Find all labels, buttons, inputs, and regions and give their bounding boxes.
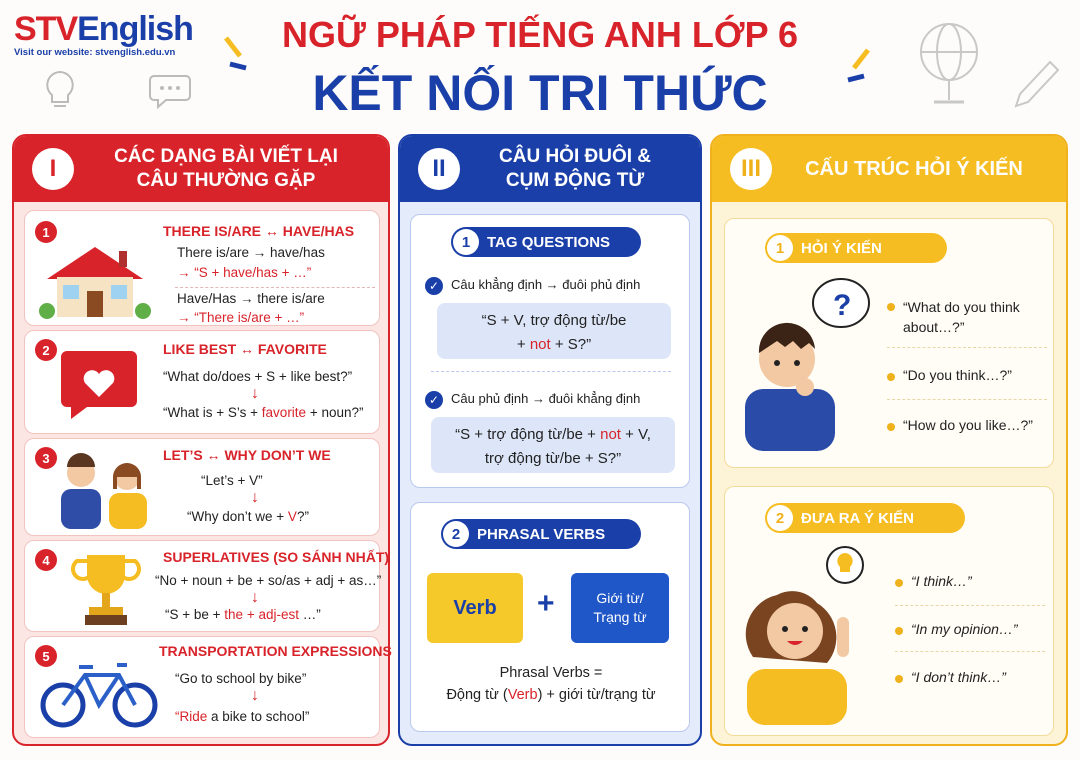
section-label: PHRASAL VERBS [477,525,606,543]
rule-text: There is/are → have/has [177,245,325,260]
formula-line: trợ động từ/be + S?” [484,450,622,467]
check-icon: ✓ [425,391,443,409]
divider [887,399,1047,400]
ask-opinion-pill [765,233,947,263]
rule-formula: → “There is/are + …” [177,310,305,325]
give-opinion-pill [765,503,965,533]
yellow-accent-icon [222,34,252,74]
bullet [887,303,895,311]
section-number: 1 [453,229,479,255]
rewrite-card-2 [24,330,380,434]
rule-formula: “Ride a bike to school” [175,709,310,724]
down-arrow-icon: ↓ [251,687,259,704]
lightbulb-icon [40,68,80,112]
roman-numeral-badge: I [32,148,74,190]
section-label: ĐƯA RA Ý KIẾN [801,509,915,527]
formula-box [437,303,671,359]
section-label: HỎI Ý KIẾN [801,239,882,257]
section-number: 2 [767,505,793,531]
rule-text: “Let’s + V” [201,473,263,488]
house-icon [39,241,151,321]
opinion-phrase: “I think…” [911,573,972,589]
column-tag-questions-phrasal-verbs [398,134,702,746]
give-opinion-card [724,486,1054,736]
column-header [14,136,388,202]
column-rewrite-sentences [12,134,390,746]
ask-opinion-card [724,218,1054,468]
column-title-line2: CÂU THƯỜNG GẶP [136,170,316,191]
bullet [895,627,903,635]
bullet [887,373,895,381]
opinion-question: “Do you think…?” [903,367,1012,383]
formula-line: “S + trợ động từ/be + not + V, [455,426,651,443]
divider [895,605,1045,606]
rule-formula: “What is + S’s + favorite + noun?” [163,405,364,420]
tag-questions-pill [451,227,641,257]
formula-box [431,417,675,473]
card-number: 4 [35,549,57,571]
page-title-line2: KẾT NỐI TRI THỨC [312,65,768,121]
rewrite-card-3 [24,438,380,536]
bullet [887,423,895,431]
friends-talking-icon [47,449,159,533]
question-mark: ? [833,289,852,322]
divider [431,371,671,372]
pencil-icon [1010,56,1062,116]
thinking-boy-icon [733,275,883,455]
column-title: CẤU TRÚC HỎI Ý KIẾN [805,158,1023,180]
blue-accent-icon [842,46,872,86]
formula-line: + not + S?” [516,336,592,353]
down-arrow-icon: ↓ [251,589,259,606]
divider [175,287,375,288]
rule-text: “What do/does + S + like best?” [163,369,353,384]
section-label: TAG QUESTIONS [487,233,611,251]
rule-text: Câu phủ định → đuôi khẳng định [451,391,641,406]
rule-formula: “Why don’t we + V?” [187,509,309,524]
card-title: LIKE BEST ↔ FAVORITE [163,341,327,357]
logo-brand-english: English [77,10,193,48]
logo-brand-stv: STV [14,10,78,48]
opinion-question: “What do you think about…?” [903,299,1020,335]
card-title: SUPERLATIVES (SO SÁNH NHẤT) [163,549,390,565]
down-arrow-icon: ↓ [251,489,259,506]
card-number: 5 [35,645,57,667]
roman-numeral-badge: II [418,148,460,190]
column-title-line1: CÂU HỎI ĐUÔI & [499,146,651,167]
girl-with-idea-icon [733,545,889,731]
check-icon: ✓ [425,277,443,295]
trophy-icon [71,549,141,627]
rewrite-card-1 [24,210,380,326]
divider [887,347,1047,348]
speech-bubble-icon [148,72,192,110]
column-header [712,136,1066,202]
phrasal-verbs-pill [441,519,641,549]
rule-text: “No + noun + be + so/as + adj + as…” [155,573,382,588]
bicycle-icon [39,651,159,731]
card-title: TRANSPORTATION EXPRESSIONS [159,643,392,659]
down-arrow-icon: ↓ [251,385,259,402]
rule-text: Have/Has → there is/are [177,291,325,306]
bullet [895,579,903,587]
rule-text: Câu khẳng định → đuôi phủ định [451,277,641,292]
phrasal-definition-line1: Phrasal Verbs = [499,665,603,681]
section-number: 2 [443,521,469,547]
card-number: 3 [35,447,57,469]
opinion-phrase: “In my opinion…” [911,621,1018,637]
phrasal-definition-line2: Động từ (Verb) + giới từ/trạng từ [446,687,656,703]
column-title-line2: CỤM ĐỘNG TỪ [505,170,645,191]
phrasal-verbs-card [410,502,690,732]
preposition-puzzle-piece: Giới từ/ Trạng từ [571,573,669,643]
plus-sign: + [537,587,555,620]
verb-puzzle-piece: Verb [427,573,523,643]
column-opinion-structures [710,134,1068,746]
divider [895,651,1045,652]
column-header [400,136,700,202]
roman-numeral-badge: III [730,148,772,190]
opinion-phrase: “I don’t think…” [911,669,1006,685]
globe-icon [916,16,982,112]
heart-bubble-icon [57,343,141,423]
bullet [895,675,903,683]
rule-text: “Go to school by bike” [175,671,307,686]
rule-formula: → “S + have/has + …” [177,265,312,280]
formula-line: “S + V, trợ động từ/be [481,312,627,329]
column-title-line1: CÁC DẠNG BÀI VIẾT LẠI [114,146,338,167]
section-number: 1 [767,235,793,261]
rule-formula: “S + be + the + adj-est …” [165,607,321,622]
rewrite-card-5 [24,636,392,738]
rewrite-card-4 [24,540,390,632]
tag-questions-card [410,214,690,488]
card-number: 1 [35,221,57,243]
opinion-question: “How do you like…?” [903,417,1033,433]
card-title: LET’S ↔ WHY DON’T WE [163,447,331,463]
logo-website: Visit our website: stvenglish.edu.vn [14,47,176,58]
page-title-line1: NGỮ PHÁP TIẾNG ANH LỚP 6 [282,14,798,55]
card-title: THERE IS/ARE ↔ HAVE/HAS [163,223,355,239]
card-number: 2 [35,339,57,361]
